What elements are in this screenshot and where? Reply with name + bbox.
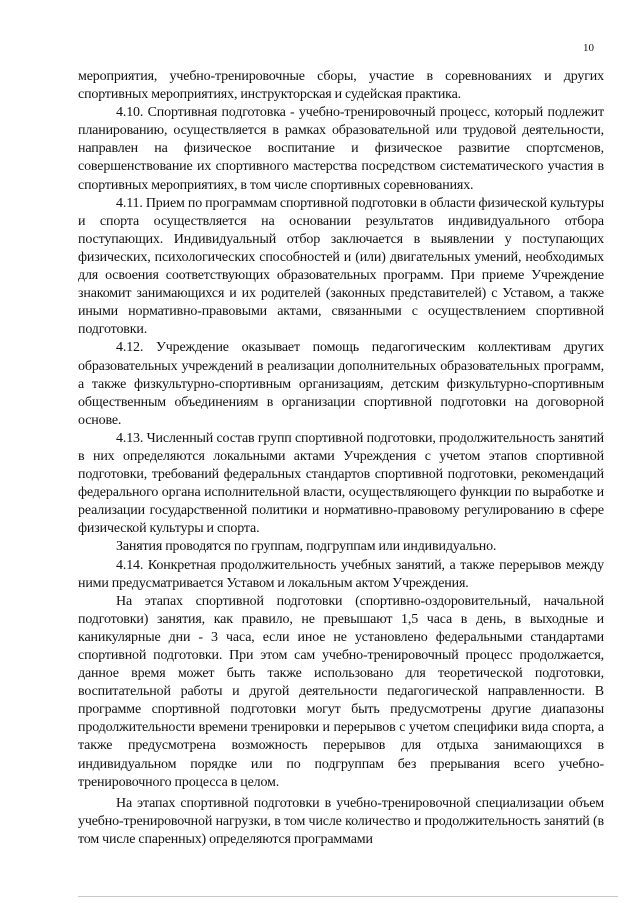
scan-edge-line: [78, 896, 618, 897]
paragraph-4-11: 4.11. Прием по программам спортивной подготовки в области физической культуры и спорта осуществляется на основании результатов индивидуального отбора поступающих. Индивидуальный отбор заключается в выявлении у поступающих физических, психологических способностей и (или) двигательных умений, необходимых для освоения соответствующих образовательных программ. При приеме Учреждение знакомит занимающихся и их родителей (законных представителей) с Уставом, а также иными нормативно-правовыми актами, связанными с осуществлением спортивной подготовки.: [78, 195, 604, 338]
paragraph-4-12: 4.12. Учреждение оказывает помощь педагогическим коллективам других образовательных учреждений в реализации дополнительных образовательных программ, а также физкультурно-спортивным организациям, детским физкультурно-спортивным общественным объединениям в организации спортивной подготовки на договорной основе.: [78, 340, 604, 428]
paragraph-specialization: На этапах спортивной подготовки в учебно-тренировочной специализации объем учебно-тренировочной нагрузки, в том числе количество и продолжительность занятий (в том числе спаренных) определяются программами: [78, 795, 604, 847]
paragraph-4-14: 4.14. Конкретная продолжительность учебных занятий, а также перерывов между ними предусматривается Уставом и локальным актом Учреждения.: [78, 557, 604, 591]
paragraph-groups: Занятия проводятся по группам, подгруппам или индивидуально.: [116, 539, 497, 555]
document-body: [78, 68, 604, 849]
paragraph-4-13: 4.13. Численный состав групп спортивной подготовки, продолжительность занятий в них определяются локальными актами Учреждения с учетом этапов спортивной подготовки, требований федеральных стандартов спортивной подготовки, рекомендаций федерального органа исполнительной власти, осуществляющего функции по выработке и реализации государственной политики и нормативно-правовому регулированию в сфере физической культуры и спорта.: [78, 430, 604, 537]
paragraph-stages: На этапах спортивной подготовки (спортивно-оздоровительный, начальной подготовки) занятия, как правило, не превышают 1,5 часа в день, в выходные и каникулярные дни - 3 часа, если иное не установлено федеральными стандартами спортивной подготовки. При этом сам учебно-тренировочный процесс продолжается, данное время может быть также использовано для теоретической подготовки, воспитательной работы и другой деятельности педагогической направленности. В программе спортивной подготовки могут быть предусмотрены другие диапазоны продолжительности времени тренировки и перерывов с учетом специфики вида спорта, а также предусмотрена возможность перерывов для отдыха занимающихся в индивидуальном порядке или по подгруппам без прерывания всего учебно-тренировочного процесса в целом.: [78, 593, 604, 790]
paragraph-4-10: 4.10. Спортивная подготовка - учебно-тренировочный процесс, который подлежит планированию, осуществляется в рамках образовательной или трудовой деятельности, направлен на физическое воспитание и физическое развитие спортсменов, совершенствование их спортивного мастерства посредством систематического участия в спортивных мероприятиях, в том числе спортивных соревнованиях.: [78, 105, 604, 193]
page-number: 10: [583, 42, 594, 54]
paragraph-continuation: мероприятия, учебно-тренировочные сборы, участие в соревнованиях и других спортивных мероприятиях, инструкторская и судейская практика.: [78, 69, 604, 103]
